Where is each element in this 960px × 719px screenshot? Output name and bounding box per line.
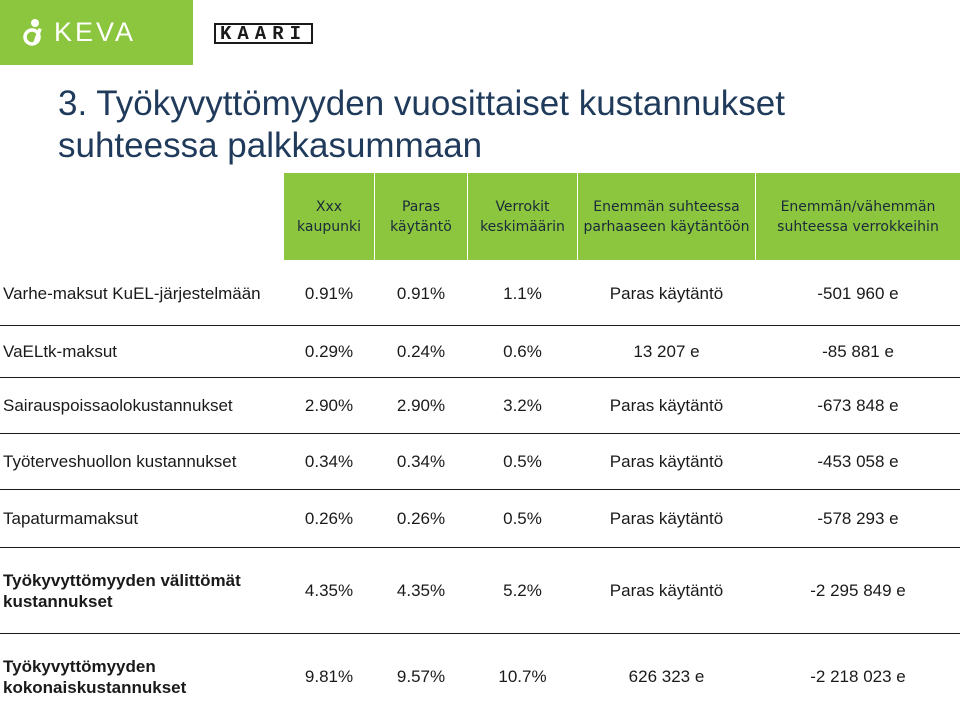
table-cell: -453 058 e [817,452,899,471]
table-row [0,548,960,634]
table-cell: -85 881 e [822,342,894,361]
table-cell: 0.91% [396,284,446,303]
kaari-logo: KAARI [214,23,313,44]
table-cell: 0.26% [396,509,446,528]
row-label: Työkyvyttömyyden kokonaiskustannukset [3,656,187,697]
table-cell: -2 218 023 e [810,667,906,686]
table-cell: Paras käytäntö [609,509,724,528]
table-row [0,634,960,719]
table-cell: Paras käytäntö [609,452,724,471]
table-cell: 0.26% [304,509,354,528]
header-cell: Paras käytäntö [375,173,467,260]
table-cell: 4.35% [304,581,354,600]
header-cell: Enemmän/vähemmän suhteessa verrokkeihin [756,173,960,260]
table-cell: 0.34% [304,452,354,471]
table-row [0,326,960,378]
table-cell: 0.6% [503,342,542,361]
keva-logo [0,0,193,65]
table-cell: 626 323 e [628,667,705,686]
table-cell: Paras käytäntö [609,284,724,303]
table-cell: 2.90% [304,396,354,415]
page-title: 3. Työkyvyttömyyden vuosittaiset kustannukset suhteessa palkkasummaan [58,84,785,165]
table-cell: -673 848 e [817,396,899,415]
row-label: Sairauspoissaolokustannukset [3,396,233,415]
table-cell: 0.5% [503,452,542,471]
table-cell: 5.2% [503,581,542,600]
table-cell: 0.5% [503,509,542,528]
keva-logo-text: KEVA [54,17,137,47]
table-cell: 4.35% [396,581,446,600]
row-label: Työkyvyttömyyden välittömät kustannukset [3,570,241,611]
row-label: Työterveshuollon kustannukset [3,452,237,471]
table-cell: 9.57% [396,667,446,686]
table-row [0,378,960,434]
row-label: VaELtk-maksut [3,342,118,361]
table-cell: Paras käytäntö [609,396,724,415]
table-cell: -578 293 e [817,509,899,528]
table-row [0,490,960,548]
table-cell: 0.91% [304,284,354,303]
table-row [0,434,960,490]
table-cell: Paras käytäntö [609,581,724,600]
header-cell: Verrokit keskimäärin [468,173,577,260]
table-cell: 0.29% [304,342,354,361]
row-label: Tapaturmamaksut [3,509,139,528]
table-cell: -501 960 e [817,284,899,303]
keva-person-icon [22,18,48,46]
table-cell: 0.24% [396,342,446,361]
table-cell: 0.34% [396,452,446,471]
table-cell: 3.2% [503,396,542,415]
table-row [0,262,960,326]
table-cell: 1.1% [503,284,542,303]
logo-bar [0,0,960,65]
table-cell: 13 207 e [633,342,700,361]
table-cell: -2 295 849 e [810,581,906,600]
header-cell: Enemmän suhteessa parhaaseen käytäntöön [578,173,755,260]
row-label: Varhe-maksut KuEL-järjestelmään [3,284,261,303]
table-cell: 10.7% [498,667,547,686]
header-cell: Xxx kaupunki [284,173,374,260]
table-cell: 2.90% [396,396,446,415]
table-cell: 9.81% [304,667,354,686]
